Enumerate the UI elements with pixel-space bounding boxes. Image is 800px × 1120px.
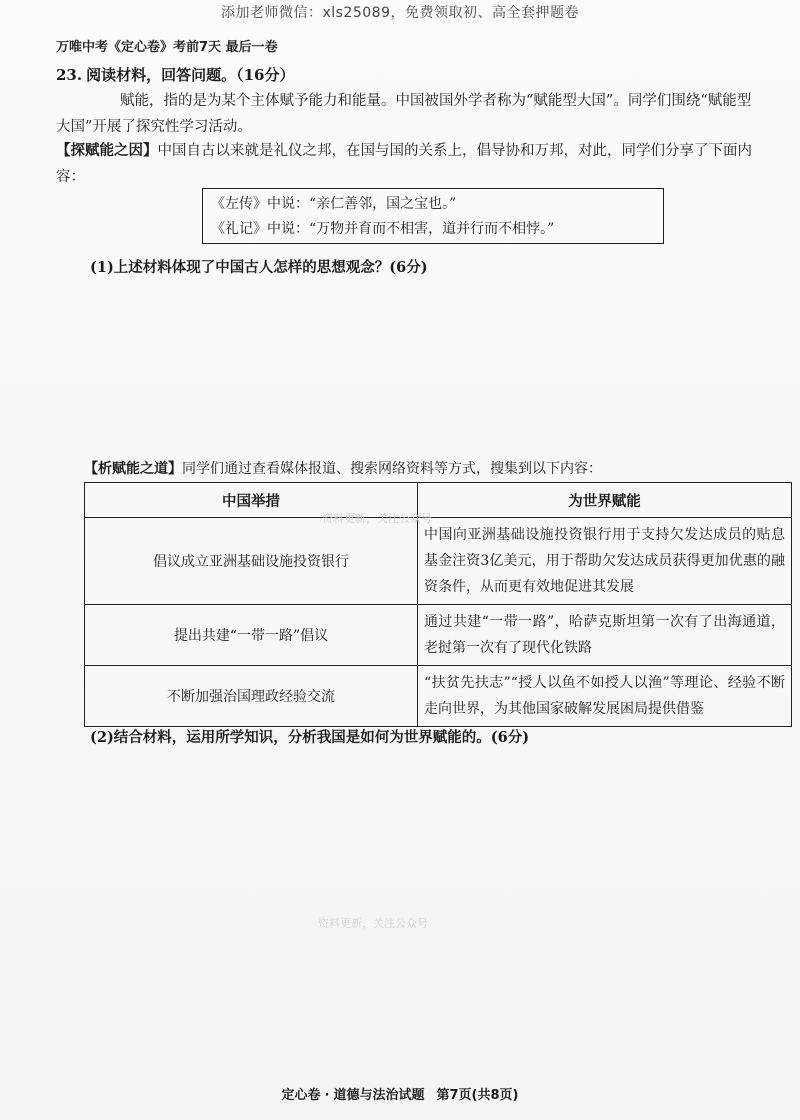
quote-liji: 《礼记》中说：“万物并育而不相害，道并行而不相悖。” bbox=[211, 221, 555, 237]
subquestion-2: (2)结合材料，运用所学知识，分析我国是如何为世界赋能的。(6分) bbox=[90, 729, 530, 746]
section2-text: 同学们通过查看媒体报道、搜索网络资料等方式，搜集到以下内容： bbox=[182, 461, 602, 477]
quote-box bbox=[202, 188, 664, 244]
footer-dot: · bbox=[324, 1088, 330, 1103]
table-cell-measure: 不断加强治国理政经验交流 bbox=[85, 666, 418, 727]
intro-paragraph: 赋能，指的是为某个主体赋予能力和能量。中国被国外学者称为“赋能型大国”。同学们围绕“赋能型大国”开展了探究性学习活动。 bbox=[56, 93, 752, 135]
page-footer bbox=[0, 1084, 800, 1103]
table-cell-effect: “扶贫先扶志”“授人以鱼不如授人以渔”等理论、经验不断走向世界，为其他国家破解发展困局提供借鉴 bbox=[418, 666, 792, 727]
table-cell-effect: 通过共建“一带一路”，哈萨克斯坦第一次有了出海通道，老挝第一次有了现代化铁路 bbox=[418, 605, 792, 666]
quote-zuozhuan: 《左传》中说：“亲仁善邻，国之宝也。” bbox=[211, 196, 457, 212]
section2-label: 【析赋能之道】 bbox=[84, 461, 182, 477]
table-header-row bbox=[85, 483, 792, 518]
faint-watermark-stamp-lower: 资料更新，关注公众号 bbox=[318, 917, 428, 930]
section2-paragraph bbox=[84, 456, 784, 482]
subquestion-1: (1)上述材料体现了中国古人怎样的思想观念？(6分) bbox=[90, 259, 428, 276]
table-cell-measure: 提出共建“一带一路”倡议 bbox=[85, 605, 418, 666]
footer-subject: 道德与法治试题 bbox=[333, 1088, 425, 1103]
table-cell-effect: 中国向亚洲基础设施投资银行用于支持欠发达成员的贴息基金注资3亿美元，用于帮助欠发达成员获得更加优惠的融资条件，从而更有效地促进其发展 bbox=[418, 518, 792, 605]
measures-table bbox=[84, 482, 792, 727]
faint-watermark-stamp: 资料更新，关注公众号 bbox=[322, 512, 432, 525]
watermark-text: 添加老师微信：xls25089，免费领取初、高全套押题卷 bbox=[220, 5, 579, 21]
table-cell-measure: 倡议成立亚洲基础设施投资银行 bbox=[85, 518, 418, 605]
table-row bbox=[85, 605, 792, 666]
footer-brand: 定心卷 bbox=[281, 1088, 321, 1103]
question-intro: 阅读材料，回答问题。（16分） bbox=[86, 66, 295, 84]
question-number: 23. bbox=[56, 66, 83, 84]
section1-label: 【探赋能之因】 bbox=[56, 142, 158, 159]
table-row bbox=[85, 518, 792, 605]
table-row bbox=[85, 666, 792, 727]
question-title bbox=[56, 64, 295, 85]
footer-page-number: 第7页(共8页) bbox=[436, 1088, 519, 1103]
section1-paragraph bbox=[56, 138, 756, 190]
table-header-measure: 中国举措 bbox=[85, 483, 418, 518]
series-header: 万唯中考《定心卷》考前7天 最后一卷 bbox=[56, 40, 278, 55]
table-header-effect: 为世界赋能 bbox=[418, 483, 792, 518]
section1-text: 中国自古以来就是礼仪之邦，在国与国的关系上，倡导协和万邦，对此，同学们分享了下面内容： bbox=[56, 143, 752, 185]
